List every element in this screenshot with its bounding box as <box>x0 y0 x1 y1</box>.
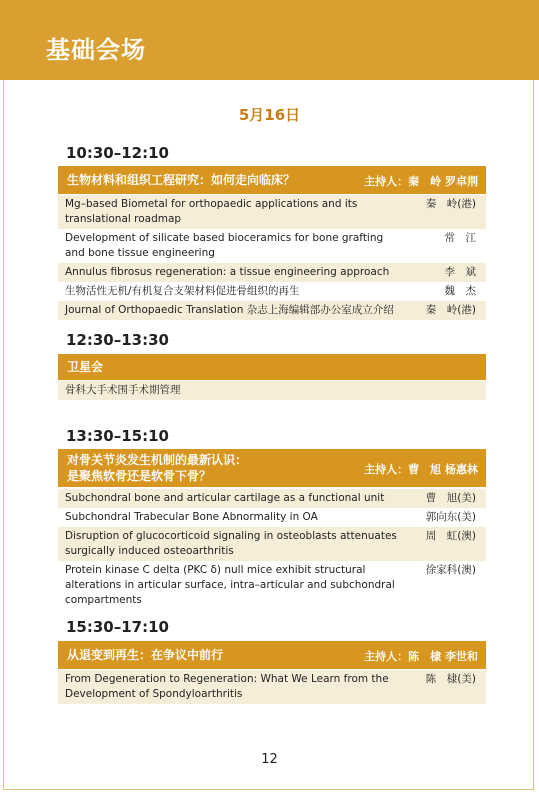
talk-title: Development of silicate based bioceramics for bone grafting and bone tissue engineering <box>65 232 384 259</box>
session-2-talks <box>58 381 486 400</box>
page-number: 12 <box>261 752 278 767</box>
talk-row <box>58 263 486 282</box>
talk-title: Journal of Orthopaedic Translation 杂志上海编辑部办公室成立介绍 <box>65 304 394 316</box>
talk-speaker: 徐家科(澳) <box>425 564 476 576</box>
session-3-talks <box>58 489 486 610</box>
session-3-title-line2: 是聚焦软骨还是软骨下骨？ <box>67 469 212 483</box>
talk-title: Subchondral Trabecular Bone Abnormality in OA <box>65 511 318 523</box>
talk-speaker: 常 江 <box>444 232 476 244</box>
session-4-talks <box>58 670 486 704</box>
talk-speaker: 曹 旭(美) <box>425 492 476 504</box>
talk-title: Subchondral bone and articular cartilage as a functional unit <box>65 492 385 504</box>
talk-speaker: 陈 棣(美) <box>425 673 476 685</box>
session-4-host: 主持人：陈 棣 李世和 <box>364 650 478 663</box>
session-3-time: 13:30–15:10 <box>66 427 169 445</box>
talk-row <box>58 195 486 229</box>
talk-speaker: 李 斌 <box>444 266 476 278</box>
header-bar <box>0 0 539 80</box>
session-3-host: 主持人：曹 旭 杨惠林 <box>364 463 478 476</box>
talk-title: Disruption of glucocorticoid signaling in osteoblasts attenuates surgically induced osteoarthritis <box>65 530 397 557</box>
session-1-talks <box>58 195 486 320</box>
talk-row <box>58 229 486 263</box>
talk-row <box>58 508 486 527</box>
session-2-time: 12:30–13:30 <box>66 331 169 349</box>
talk-title: From Degeneration to Regeneration: What We Learn from the Development of Spondyloarthritis <box>65 673 389 700</box>
talk-title: Mg–based Biometal for orthopaedic applications and its translational roadmap <box>65 198 358 225</box>
talk-speaker: 魏 杰 <box>444 285 476 297</box>
session-date: 5月16日 <box>238 106 301 124</box>
talk-speaker: 秦 岭(港) <box>425 198 476 210</box>
session-4-time: 15:30–17:10 <box>66 618 169 636</box>
talk-speaker: 郭向东(美) <box>425 511 476 523</box>
talk-title: 生物活性无机/有机复合支架材料促进骨组织的再生 <box>65 285 300 297</box>
talk-row <box>58 381 486 400</box>
session-3-title <box>67 452 247 484</box>
session-3-title-line1: 对骨关节炎发生机制的最新认识： <box>67 453 248 467</box>
session-2-title: 卫星会 <box>67 360 104 374</box>
session-1-time: 10:30–12:10 <box>66 144 169 162</box>
talk-speaker: 秦 岭(港) <box>425 304 476 316</box>
session-1-title: 生物材料和组织工程研究：如何走向临床？ <box>67 173 296 187</box>
talk-title: 骨科大手术围手术期管理 <box>65 384 181 396</box>
session-4-title: 从退变到再生：在争议中前行 <box>67 648 224 662</box>
talk-row <box>58 282 486 301</box>
session-3-header <box>58 449 486 487</box>
session-2-header <box>58 354 486 380</box>
talk-row <box>58 301 486 320</box>
talk-row <box>58 527 486 561</box>
talk-title: Protein kinase C delta (PKC δ) null mice exhibit structural alterations in articular surface, intra–articular and subchondral compartments <box>65 564 395 606</box>
page-title: 基础会场 <box>46 36 146 64</box>
talk-title: Annulus fibrosus regeneration: a tissue engineering approach <box>65 266 390 278</box>
talk-row <box>58 489 486 508</box>
talk-row <box>58 561 486 610</box>
talk-row <box>58 670 486 704</box>
session-1-header <box>58 166 486 194</box>
talk-speaker: 周 虹(澳) <box>425 530 476 542</box>
session-1-host: 主持人：秦 岭 罗卓荆 <box>364 175 478 188</box>
session-4-header <box>58 641 486 669</box>
